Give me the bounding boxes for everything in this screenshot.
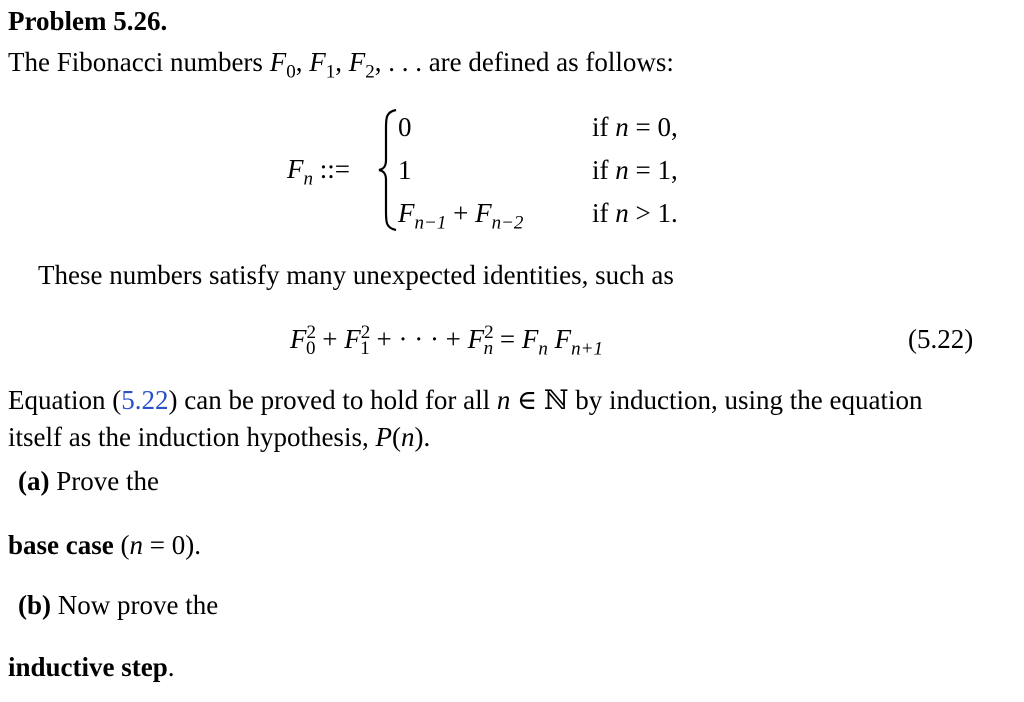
equation-5-22: $F^2_0 + F^2_1$ + · · · + $F^2_n = F_n$ $F_{n+1}$ [290,322,603,360]
part-b-text: inductive step. [8,652,175,682]
part-a-heading: (a) Prove the [18,466,159,496]
paragraph-line-1: Equation (5.22) can be proved to hold for all n ∈ ℕ by induction, using the equation [8,385,923,415]
intro-line: The Fibonacci numbers $F_0$, $F_1$, $F_2$, . . . are defined as follows: [8,47,674,83]
definition-lhs: $F_n$ ::= [287,154,350,190]
paragraph-line-2: itself as the induction hypothesis, P(n). [8,422,431,452]
case-condition-2: if n > 1. [592,198,678,228]
left-brace-icon [376,108,400,232]
case-condition-1: if n = 1, [592,155,678,185]
case-condition-0: if n = 0, [592,112,678,142]
case-value-0: 0 [398,112,412,142]
equation-reference-link[interactable]: 5.22 [121,385,169,415]
part-b-heading: (b) Now prove the [18,590,219,620]
case-value-2: $F_{n-1} + F_{n-2}$ [398,198,524,234]
problem-title: Problem 5.26. [8,6,168,36]
case-value-1: 1 [398,155,412,185]
part-a-text: base case (n = 0). [8,530,201,560]
identities-text: These numbers satisfy many unexpected identities, such as [38,260,674,290]
equation-number: (5.22) [908,324,974,354]
